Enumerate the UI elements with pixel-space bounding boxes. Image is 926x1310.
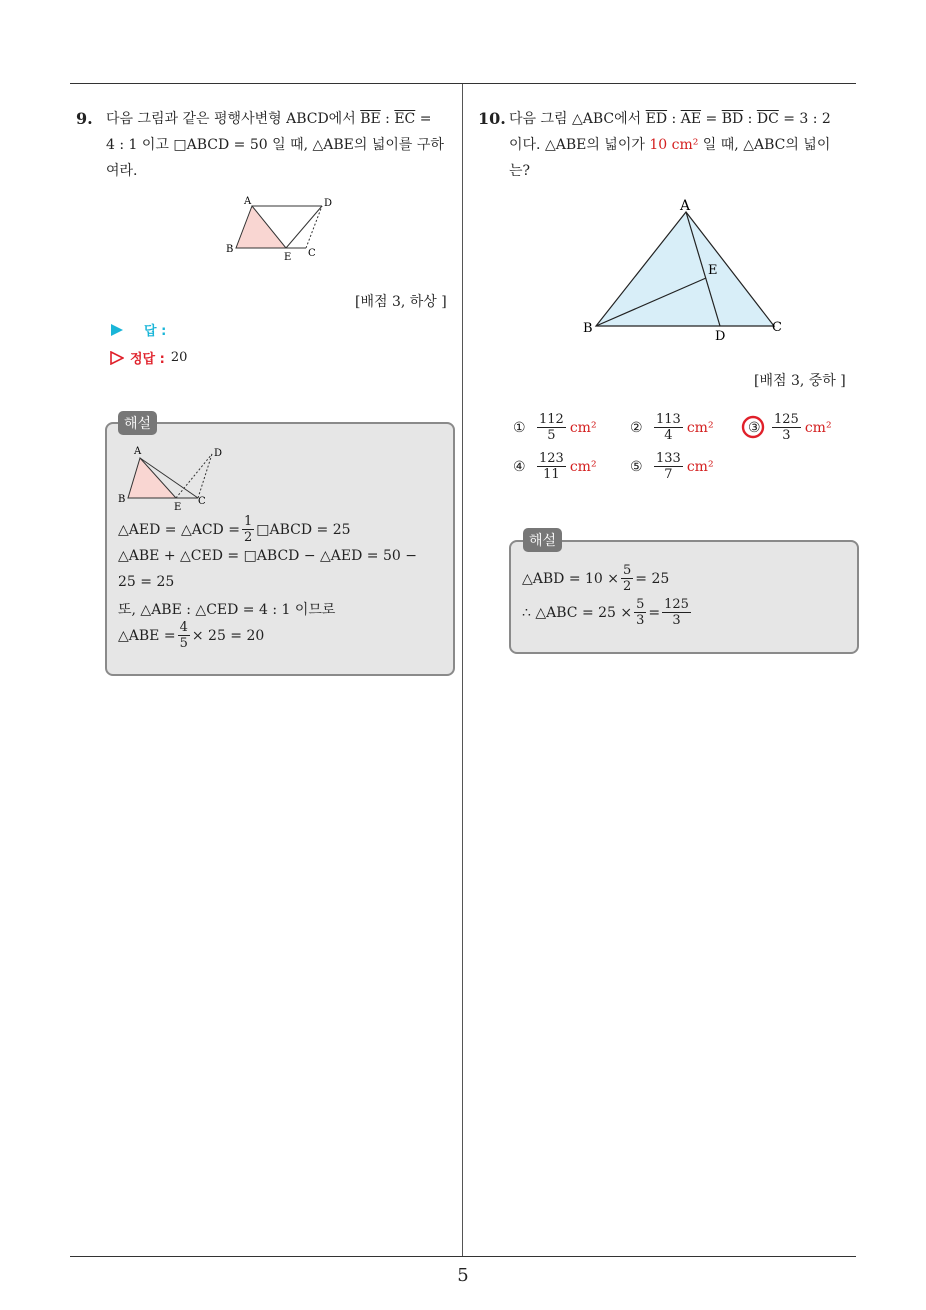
q10-score-meta: [배점 3, 중하 ] [754, 373, 846, 389]
denominator: 5 [179, 636, 188, 651]
label-d: D [214, 448, 223, 459]
q10-text-part: 일 때, △ABC의 넓이 [698, 137, 831, 153]
sol-text: = 25 [635, 570, 670, 587]
choice-mark: ④ [513, 458, 526, 475]
ratio-sep: : [743, 111, 757, 127]
play-icon [110, 323, 124, 337]
fraction-five-halves [621, 563, 633, 594]
choice-mark: ⑤ [630, 458, 643, 475]
label-e: E [284, 252, 292, 262]
q10-text-line3: 는? [509, 163, 531, 179]
selected-answer-circle-icon [740, 414, 766, 440]
correct-answer-value: 20 [170, 350, 188, 365]
unit: cm² [569, 419, 597, 436]
sol-text: △ABD = 10 × [522, 570, 620, 587]
sol-text: × 25 = 20 [191, 627, 265, 644]
denominator: 4 [664, 428, 673, 443]
page-number: 5 [457, 1265, 469, 1286]
label-a: A [244, 196, 252, 207]
q9-sol-line5 [118, 620, 264, 651]
correct-answer-line [110, 348, 187, 367]
equals-sign: = [701, 111, 722, 127]
numerator: 133 [656, 451, 681, 466]
numerator: 1 [243, 514, 253, 529]
choice-mark: ① [513, 419, 526, 436]
denominator: 2 [623, 579, 632, 594]
ratio-sep: : [380, 111, 395, 127]
sol-text: ∴ △ABC = 25 × [522, 604, 633, 621]
choice-4[interactable] [513, 451, 597, 482]
parallelogram-figure [222, 192, 342, 262]
denominator: 3 [782, 428, 791, 443]
label-d: D [324, 198, 333, 209]
question-9-text [106, 106, 458, 184]
choice-fraction [537, 451, 566, 482]
choice-fraction [654, 412, 683, 443]
q9-text-part: 다음 그림과 같은 평행사변형 ABCD에서 [106, 111, 361, 127]
segment-ed [176, 454, 212, 498]
answer-line [110, 320, 166, 339]
q9-text-line2: 4 : 1 이고 □ABCD = 50 일 때, △ABE의 넓이를 구하 [106, 137, 444, 153]
question-10-text [509, 106, 861, 184]
q9-sol-line3: 25 = 25 [118, 574, 175, 590]
q10-text-part: = 3 : 2 [778, 111, 831, 127]
label-c: C [308, 248, 316, 259]
numerator: 125 [774, 412, 799, 427]
label-c: C [772, 320, 782, 335]
bottom-rule [70, 1256, 856, 1257]
numerator: 123 [539, 451, 564, 466]
top-rule [70, 83, 856, 84]
choice-mark: ③ [748, 419, 761, 436]
question-10-number: 10. [478, 109, 506, 128]
denominator: 3 [672, 613, 681, 628]
choice-1[interactable] [513, 412, 597, 443]
fraction-five-thirds [634, 597, 646, 628]
segment-ae: $\overline{AE}$ [680, 111, 702, 127]
given-area: 10 cm² [649, 137, 699, 153]
side-cd [198, 454, 212, 498]
choice-fraction [772, 412, 801, 443]
denominator: 3 [636, 613, 645, 628]
label-e: E [708, 263, 718, 278]
sol-text: △AED = △ACD = [118, 521, 240, 538]
explanation-figure [116, 444, 226, 512]
label-c: C [198, 496, 206, 507]
q10-explanation-tag: 해설 [523, 528, 562, 552]
sol-text: □ABCD = 25 [256, 521, 351, 538]
segment-bd: $\overline{BD}$ [721, 111, 744, 127]
denominator: 7 [664, 467, 673, 482]
label-b: B [226, 244, 234, 255]
numerator: 5 [636, 597, 645, 612]
numerator: 113 [656, 412, 681, 427]
answer-label: 답 : [144, 324, 167, 339]
q9-sol-line2: △ABE + △CED = □ABCD − △AED = 50 − [118, 548, 417, 564]
denominator: 2 [243, 530, 253, 545]
outline-play-icon [110, 351, 124, 365]
ratio-sep: : [667, 111, 681, 127]
triangle-abc [596, 212, 774, 326]
triangle-figure [578, 194, 794, 346]
numerator: 4 [179, 620, 188, 635]
q10-sol-line1 [522, 563, 669, 594]
unit: cm² [686, 419, 714, 436]
unit: cm² [686, 458, 714, 475]
label-b: B [118, 494, 126, 505]
choice-fraction [537, 412, 566, 443]
segment-be: $\overline{BE}$ [360, 111, 381, 127]
q9-text-line3: 여라. [106, 163, 138, 179]
denominator: 11 [543, 467, 560, 482]
segment-ed [286, 206, 322, 248]
choice-2[interactable] [630, 412, 714, 443]
q9-text-part: = [415, 111, 432, 127]
fraction-half [242, 514, 254, 545]
label-e: E [174, 502, 182, 512]
numerator: 125 [664, 597, 689, 612]
side-cd [306, 206, 322, 248]
q10-sol-line2 [522, 597, 693, 628]
numerator: 5 [623, 563, 632, 578]
label-d: D [715, 329, 726, 344]
choice-5[interactable] [630, 451, 714, 482]
column-divider [462, 84, 463, 1256]
segment-dc: $\overline{DC}$ [756, 111, 779, 127]
q9-sol-line4: 또, △ABE : △CED = 4 : 1 이므로 [118, 602, 336, 618]
q10-text-part: 이다. △ABE의 넓이가 [509, 137, 650, 153]
fraction-four-fifths [178, 620, 190, 651]
numerator: 112 [539, 412, 564, 427]
label-b: B [583, 321, 593, 336]
q9-sol-line1 [118, 514, 351, 545]
denominator: 5 [547, 428, 556, 443]
correct-answer-label: 정답 : [130, 352, 165, 367]
sol-text: = [648, 604, 661, 621]
segment-ed: $\overline{ED}$ [645, 111, 668, 127]
choice-mark: ② [630, 419, 643, 436]
unit: cm² [569, 458, 597, 475]
choice-fraction [654, 451, 683, 482]
fraction-result [662, 597, 691, 628]
sol-text: △ABE = [118, 627, 176, 644]
triangle-abe [236, 206, 286, 248]
question-9-number: 9. [76, 109, 93, 128]
label-a: A [134, 446, 142, 457]
q9-score-meta: [배점 3, 하상 ] [355, 294, 447, 310]
label-a: A [680, 198, 691, 214]
q10-text-part: 다음 그림 △ABC에서 [509, 111, 646, 127]
unit: cm² [804, 419, 832, 436]
segment-ec: $\overline{EC}$ [394, 111, 416, 127]
q9-explanation-tag: 해설 [118, 411, 157, 435]
